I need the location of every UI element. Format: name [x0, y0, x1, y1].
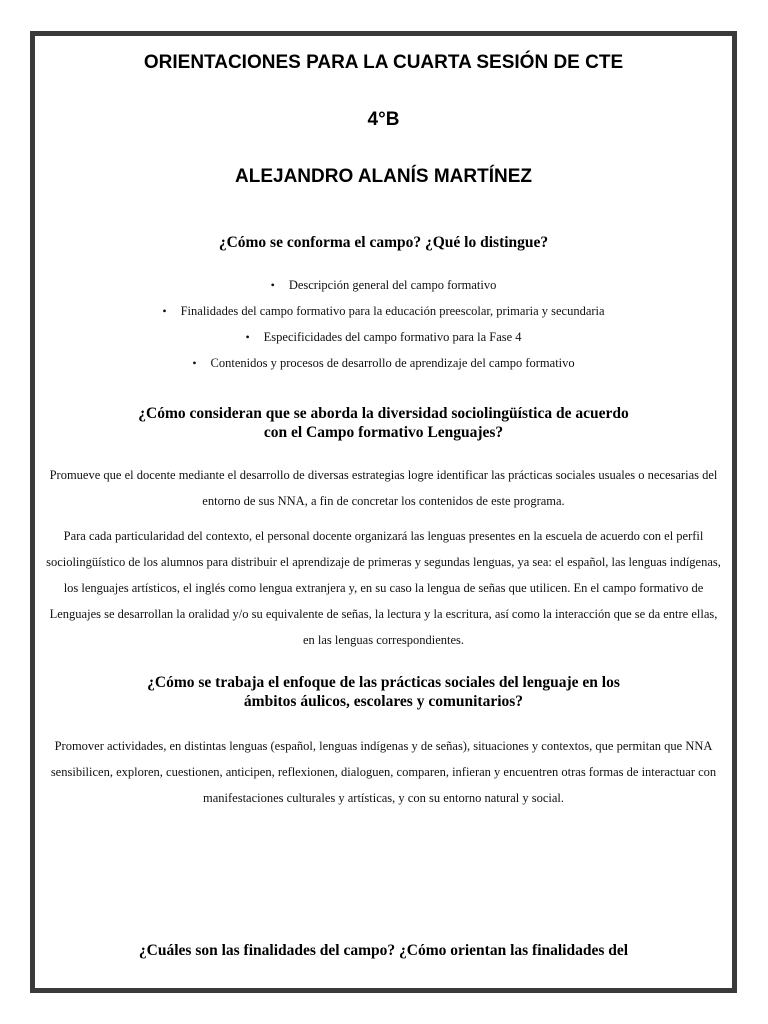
paragraph-sociolinguistic-2: Para cada particularidad del contexto, el personal docente organizará las lenguas presentes en la escuela de acuerdo con el perfil sociolingüístico de los alumnos para distribuir el aprendizaje de primeras y segundas lenguas, ya sea: el español, las lenguas indígenas, los lenguajes artísticos, el inglés como lengua extranjera y, en su caso la lengua de señas que utilicen. En el campo formativo de Lenguajes se desarrollan la oralidad y/o su equivalente de señas, la lectura y la escritura, así como la interacción que se da entre ellas, en las lenguas correspondientes. — [46, 529, 721, 647]
bullet-icon: • — [162, 304, 167, 318]
bullet-icon: • — [245, 330, 250, 344]
question-line: ámbitos áulicos, escolares y comunitarios? — [243, 693, 524, 710]
paragraph-sociolinguistic-1: Promueve que el docente mediante el desarrollo de diversas estrategias logre identificar las prácticas sociales usuales o necesarias del entorno de sus NNA, a fin de concretar los contenidos de este programa. — [49, 468, 718, 508]
question-line: ¿Cómo se trabaja el enfoque de las prácticas sociales del lenguaje en los — [147, 674, 620, 691]
list-item-text: Especificidades del campo formativo para la Fase 4 — [263, 330, 522, 344]
question-sociolinguistic-diversity — [35, 404, 732, 442]
list-item — [35, 350, 732, 376]
bullet-icon: • — [270, 278, 275, 292]
document-title: ORIENTACIONES PARA LA CUARTA SESIÓN DE CTE — [143, 52, 624, 73]
question-social-practices — [35, 673, 732, 711]
bullet-icon: • — [192, 356, 197, 370]
author-name: ALEJANDRO ALANÍS MARTÍNEZ — [235, 166, 532, 187]
grade-label: 4°B — [367, 109, 400, 130]
bullet-list — [35, 272, 732, 376]
document-page — [30, 31, 737, 993]
question-line: con el Campo formativo Lenguajes? — [263, 424, 504, 441]
paragraph-social-practices: Promover actividades, en distintas lenguas (español, lenguas indígenas y de señas), situaciones y contextos, que permitan que NNA sensibilicen, exploren, cuestionen, anticipen, reflexionen, dialoguen, comparen, infieran y encuentren otras formas de interactuar con manifestaciones culturales y artísticas, y con su entorno natural y social. — [50, 739, 717, 805]
list-item — [35, 298, 732, 324]
list-item-text: Descripción general del campo formativo — [288, 278, 497, 292]
list-item-text: Finalidades del campo formativo para la educación preescolar, primaria y secundaria — [180, 304, 605, 318]
list-item-text: Contenidos y procesos de desarrollo de aprendizaje del campo formativo — [210, 356, 575, 370]
list-item — [35, 324, 732, 350]
question-line: ¿Cómo consideran que se aborda la diversidad sociolingüística de acuerdo — [138, 405, 629, 422]
question-line: ¿Cuáles son las finalidades del campo? ¿Cómo orientan las finalidades del — [138, 942, 629, 959]
question-field-composition: ¿Cómo se conforma el campo? ¿Qué lo distingue? — [218, 234, 549, 251]
list-item — [35, 272, 732, 298]
question-field-purposes — [35, 941, 732, 960]
